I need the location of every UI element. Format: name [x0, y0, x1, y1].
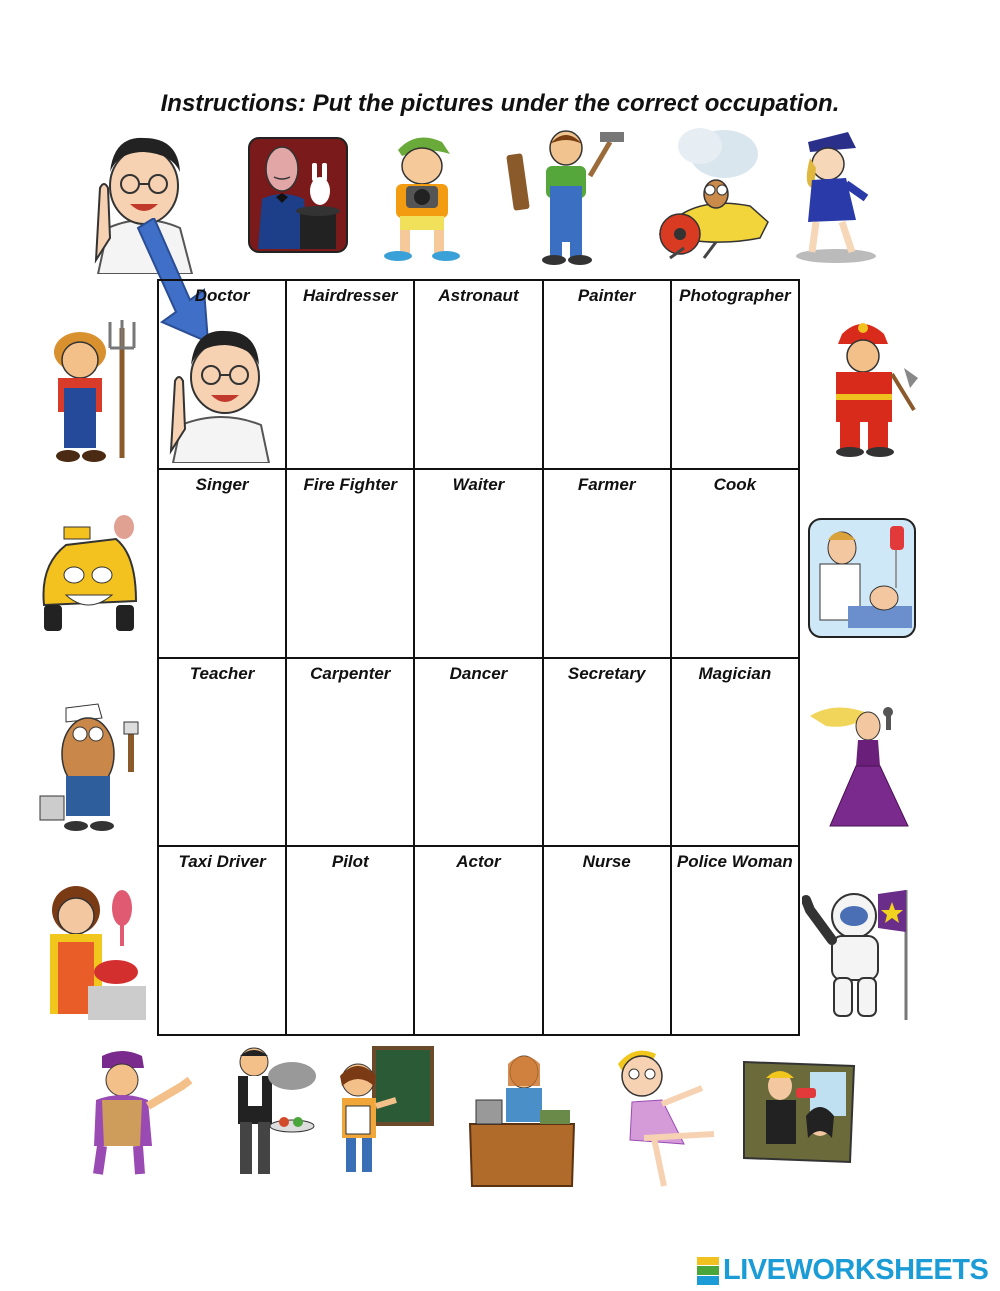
drop-cell-dancer[interactable] — [414, 658, 542, 847]
cell-label: Dancer — [449, 663, 508, 683]
liveworksheets-logo — [697, 1254, 988, 1287]
carpenter-picture[interactable] — [506, 126, 630, 266]
drop-cell-doctor[interactable] — [158, 280, 286, 469]
hairdresser-picture[interactable] — [740, 1058, 858, 1166]
drop-cell-teacher[interactable] — [158, 658, 286, 847]
drop-cell-magician[interactable] — [671, 658, 799, 847]
drop-cell-secretary[interactable] — [543, 658, 671, 847]
drop-cell-police-woman[interactable] — [671, 846, 799, 1035]
placed-doctor-picture[interactable] — [167, 317, 275, 468]
drop-cell-taxi-driver[interactable] — [158, 846, 286, 1035]
teacher-picture[interactable] — [330, 1046, 434, 1176]
drop-cell-cook[interactable] — [671, 469, 799, 658]
cell-label: Nurse — [582, 852, 631, 872]
cell-label: Taxi Driver — [178, 852, 266, 872]
drop-cell-waiter[interactable] — [414, 469, 542, 658]
cell-label: Singer — [195, 474, 249, 494]
cell-label: Doctor — [194, 286, 250, 305]
cook-picture[interactable] — [36, 880, 146, 1020]
nurse-picture[interactable] — [808, 518, 916, 638]
dancer-picture[interactable] — [604, 1044, 720, 1192]
drop-cell-singer[interactable] — [158, 469, 286, 658]
farmer-picture[interactable] — [36, 318, 140, 464]
cell-label: Fire Fighter — [303, 474, 398, 494]
cell-label: Farmer — [577, 474, 636, 494]
drop-cell-carpenter[interactable] — [286, 658, 414, 847]
drop-cell-painter[interactable] — [543, 280, 671, 469]
cell-label: Waiter — [452, 474, 505, 494]
drop-cell-hairdresser[interactable] — [286, 280, 414, 469]
occupation-grid — [157, 279, 800, 1036]
cell-label: Carpenter — [310, 663, 391, 683]
drop-cell-astronaut[interactable] — [414, 280, 542, 469]
drop-cell-photographer[interactable] — [671, 280, 799, 469]
cell-label: Painter — [577, 286, 636, 305]
drop-cell-actor[interactable] — [414, 846, 542, 1035]
cell-label: Cook — [713, 474, 757, 494]
singer-picture[interactable] — [806, 700, 912, 830]
cell-label: Pilot — [331, 852, 369, 872]
cell-label: Hairdresser — [303, 286, 398, 305]
drop-cell-farmer[interactable] — [543, 469, 671, 658]
cell-label: Actor — [456, 852, 501, 872]
actor-picture[interactable] — [82, 1046, 194, 1178]
police-woman-picture[interactable] — [786, 128, 878, 264]
drop-cell-nurse[interactable] — [543, 846, 671, 1035]
astronaut-picture[interactable] — [802, 880, 922, 1024]
cell-label: Teacher — [189, 663, 255, 683]
cell-label: Police Woman — [676, 852, 793, 872]
cell-label: Secretary — [567, 663, 646, 683]
brand-name: LIVEWORKSHEETS — [723, 1254, 989, 1286]
drop-cell-fire-fighter[interactable] — [286, 469, 414, 658]
taxi-driver-picture[interactable] — [36, 505, 142, 633]
drop-cell-pilot[interactable] — [286, 846, 414, 1035]
waiter-picture[interactable] — [218, 1046, 316, 1180]
fire-fighter-picture[interactable] — [818, 314, 922, 460]
painter-picture[interactable] — [36, 698, 146, 836]
secretary-picture[interactable] — [468, 1050, 576, 1188]
cell-label: Astronaut — [438, 286, 519, 305]
instructions-title: Instructions: Put the pictures under the correct occupation. — [160, 90, 840, 117]
photographer-picture[interactable] — [376, 126, 468, 262]
magician-picture[interactable] — [248, 137, 348, 253]
pilot-picture[interactable] — [650, 124, 774, 270]
cell-label: Photographer — [679, 286, 791, 305]
liveworksheets-logo-icon — [697, 1257, 719, 1285]
cell-label: Magician — [698, 663, 772, 683]
